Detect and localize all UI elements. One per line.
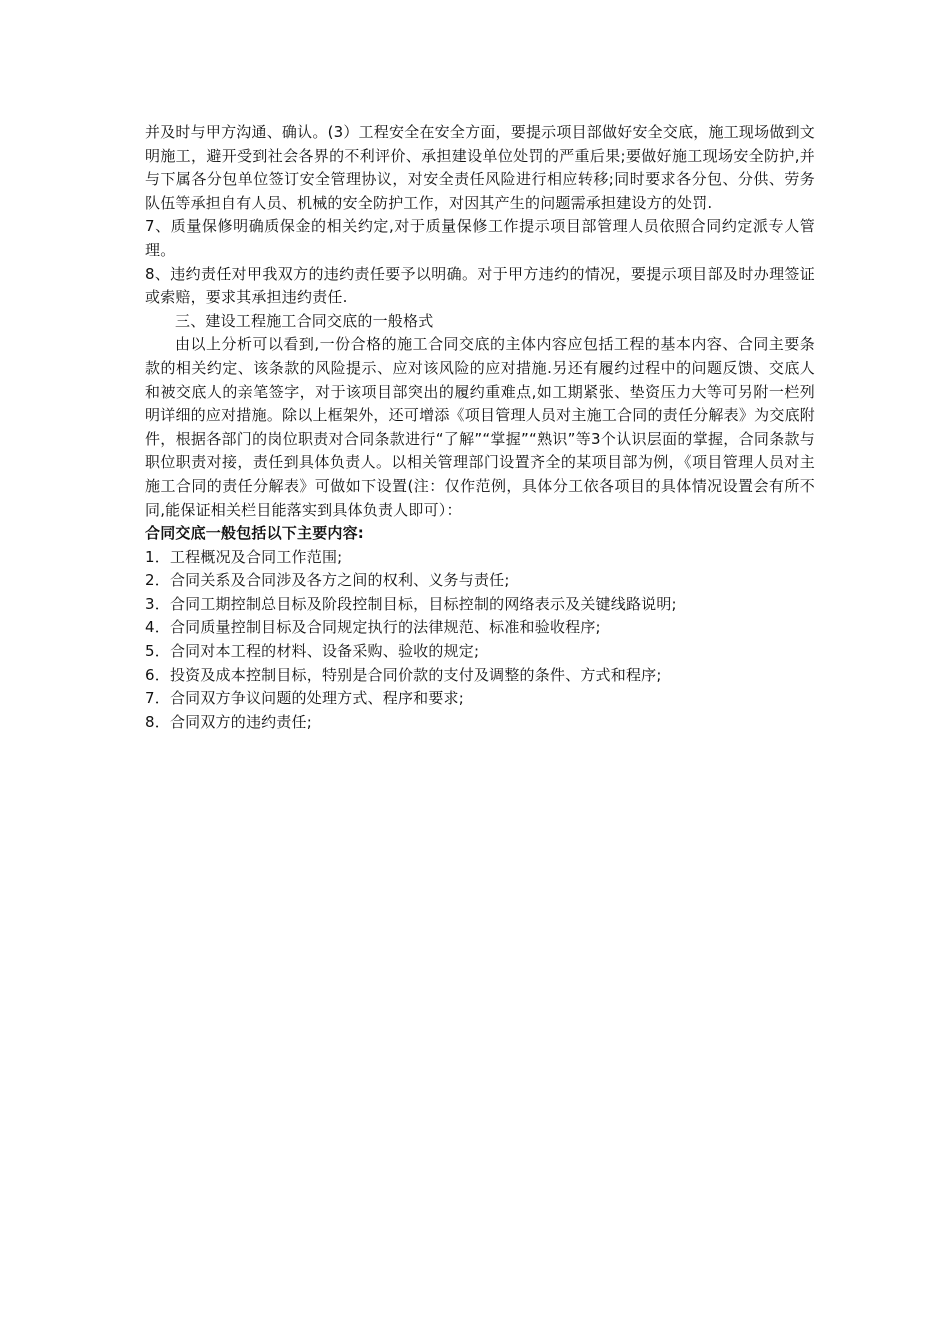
list-item: 8．合同双方的违约责任; [145,712,313,731]
paragraph-quality-warranty: 7、质量保修明确质保金的相关约定,对于质量保修工作提示项目部管理人员依照合同约定派专人管理。 [145,217,815,259]
list-item: 7．合同双方争议问题的处理方式、程序和要求; [145,689,465,708]
list-item: 5．合同对本工程的材料、设备采购、验收的规定; [145,642,480,661]
section-heading-format: 三、建设工程施工合同交底的一般格式 [175,311,434,330]
list-heading: 合同交底一般包括以下主要内容: [145,524,364,543]
list-item: 4．合同质量控制目标及合同规定执行的法律规范、标准和验收程序; [145,618,601,637]
content-list [145,546,815,735]
paragraph-safety: 并及时与甲方沟通、确认。(3）工程安全在安全方面，要提示项目部做好安全交底，施工现场做到文明施工，避开受到社会各界的不利评价、承担建设单位处罚的严重后果;要做好施工现场安全防护,并与下属各分包单位签订安全管理协议，对安全责任风险进行相应转移;同时要求各分包、分供、劳务队伍等承担自有人员、机械的安全防护工作，对因其产生的问题需承担建设方的处罚. [145,123,815,212]
list-item: 3．合同工期控制总目标及阶段控制目标，目标控制的网络表示及关键线路说明; [145,594,677,613]
paragraph-analysis: 由以上分析可以看到,一份合格的施工合同交底的主体内容应包括工程的基本内容、合同主要条款的相关约定、该条款的风险提示、应对该风险的应对措施.另还有履约过程中的问题反馈、交底人和被交底人的亲笔签字，对于该项目部突出的履约重难点,如工期紧张、垫资压力大等可另附一栏列明详细的应对措施。除以上框架外，还可增添《项目管理人员对主施工合同的责任分解表》为交底附件，根据各部门的岗位职责对合同条款进行“了解”“掌握”“熟识”等3个认识层面的掌握，合同条款与职位职责对接，责任到具体负责人。以相关管理部门设置齐全的某项目部为例，《项目管理人员对主施工合同的责任分解表》可做如下设置(注：仅作范例，具体分工依各项目的具体情况设置会有所不同,能保证相关栏目能落实到具体负责人即可）： [145,335,815,519]
list-item: 1．工程概况及合同工作范围; [145,547,343,566]
paragraph-breach-liability: 8、违约责任对甲我双方的违约责任要予以明确。对于甲方违约的情况，要提示项目部及时办理签证或索赔，要求其承担违约责任. [145,264,815,307]
document-page [145,121,815,734]
list-item: 2．合同关系及合同涉及各方之间的权利、义务与责任; [145,571,510,590]
list-item: 6．投资及成本控制目标，特别是合同价款的支付及调整的条件、方式和程序; [145,665,662,684]
